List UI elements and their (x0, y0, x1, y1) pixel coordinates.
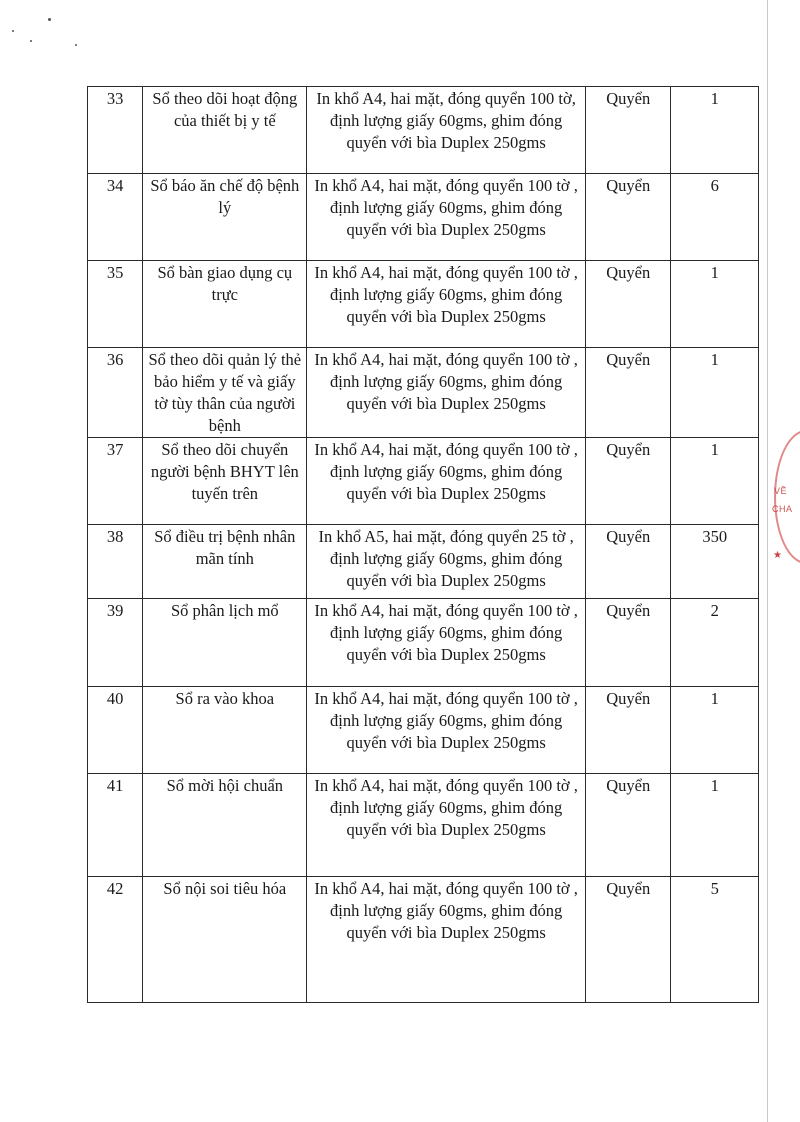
table-row (88, 174, 759, 261)
item-name-text: Sổ báo ăn chế độ bệnh lý (150, 176, 300, 217)
item-name-text: Sổ theo dõi chuyển người bệnh BHYT lên tuyến trên (150, 440, 299, 503)
item-unit: Quyển (585, 348, 671, 438)
item-spec (307, 525, 586, 599)
item-spec-text: In khổ A4, hai mặt, đóng quyển 100 tờ , định lượng giấy 60gms, ghim đóng quyển với bìa Duplex 250gms (314, 176, 578, 239)
item-spec (307, 261, 586, 348)
seal-ring (774, 430, 800, 564)
item-spec (307, 174, 586, 261)
item-unit: Quyển (585, 174, 671, 261)
item-name (143, 525, 307, 599)
seal-text-2: CHA (772, 504, 793, 514)
row-number: 35 (88, 261, 143, 348)
table-row (88, 261, 759, 348)
scan-speck (30, 40, 32, 42)
item-quantity: 1 (671, 687, 759, 774)
item-spec (307, 774, 586, 877)
item-unit: Quyển (585, 525, 671, 599)
item-unit: Quyển (585, 687, 671, 774)
item-spec-text: In khổ A4, hai mặt, đóng quyển 100 tờ , định lượng giấy 60gms, ghim đóng quyển với bìa Duplex 250gms (314, 350, 578, 413)
item-name-text: Sổ mời hội chuẩn (166, 776, 284, 795)
row-number: 37 (88, 438, 143, 525)
item-unit: Quyển (585, 599, 671, 687)
table-row (88, 87, 759, 174)
table-row (88, 877, 759, 1003)
item-name (143, 87, 307, 174)
item-spec-text: In khổ A4, hai mặt, đóng quyển 100 tờ , định lượng giấy 60gms, ghim đóng quyển với bìa Duplex 250gms (314, 440, 578, 503)
item-name (143, 438, 307, 525)
item-quantity: 1 (671, 438, 759, 525)
item-unit: Quyển (585, 877, 671, 1003)
item-spec-text: In khổ A4, hai mặt, đóng quyển 100 tờ , định lượng giấy 60gms, ghim đóng quyển với bìa Duplex 250gms (314, 879, 578, 942)
item-quantity: 1 (671, 261, 759, 348)
item-unit: Quyển (585, 774, 671, 877)
item-name-text: Sổ phân lịch mổ (170, 601, 279, 620)
item-spec (307, 877, 586, 1003)
item-spec (307, 348, 586, 438)
item-spec-text: In khổ A4, hai mặt, đóng quyển 100 tờ , định lượng giấy 60gms, ghim đóng quyển với bìa Duplex 250gms (314, 601, 578, 664)
table-row (88, 774, 759, 877)
item-unit: Quyển (585, 438, 671, 525)
table-row (88, 599, 759, 687)
item-spec-text: In khổ A5, hai mặt, đóng quyển 25 tờ , định lượng giấy 60gms, ghim đóng quyển với bìa Duplex 250gms (318, 527, 574, 590)
item-spec (307, 438, 586, 525)
item-name (143, 174, 307, 261)
row-number: 33 (88, 87, 143, 174)
item-quantity: 6 (671, 174, 759, 261)
scan-speck (75, 44, 77, 46)
item-name (143, 687, 307, 774)
table-row (88, 687, 759, 774)
item-quantity: 1 (671, 87, 759, 174)
item-name-text: Sổ theo dõi quản lý thẻ bảo hiểm y tế và giấy tờ tùy thân của người bệnh (148, 350, 302, 435)
table-row (88, 525, 759, 599)
item-spec (307, 687, 586, 774)
item-unit: Quyển (585, 87, 671, 174)
item-spec (307, 87, 586, 174)
supply-table (87, 86, 759, 1003)
row-number: 36 (88, 348, 143, 438)
item-name-text: Sổ nội soi tiêu hóa (163, 879, 287, 898)
item-name (143, 774, 307, 877)
item-name (143, 261, 307, 348)
item-spec-text: In khổ A4, hai mặt, đóng quyển 100 tờ , định lượng giấy 60gms, ghim đóng quyển với bìa Duplex 250gms (314, 776, 578, 839)
item-name (143, 877, 307, 1003)
table-row (88, 348, 759, 438)
row-number: 38 (88, 525, 143, 599)
item-spec-text: In khổ A4, hai mặt, đóng quyển 100 tờ , định lượng giấy 60gms, ghim đóng quyển với bìa Duplex 250gms (314, 689, 578, 752)
item-quantity: 1 (671, 774, 759, 877)
item-name (143, 348, 307, 438)
item-spec-text: In khổ A4, hai mặt, đóng quyển 100 tờ, định lượng giấy 60gms, ghim đóng quyển với bìa Duplex 250gms (316, 89, 576, 152)
item-unit: Quyển (585, 261, 671, 348)
item-spec (307, 599, 586, 687)
item-spec-text: In khổ A4, hai mặt, đóng quyển 100 tờ , định lượng giấy 60gms, ghim đóng quyển với bìa Duplex 250gms (314, 263, 578, 326)
item-quantity: 1 (671, 348, 759, 438)
seal-star-icon: ★ (773, 550, 782, 561)
item-quantity: 5 (671, 877, 759, 1003)
row-number: 41 (88, 774, 143, 877)
item-name-text: Sổ theo dõi hoạt động của thiết bị y tế (152, 89, 298, 130)
row-number: 34 (88, 174, 143, 261)
item-name-text: Sổ bàn giao dụng cụ trực (157, 263, 293, 304)
item-name-text: Sổ ra vào khoa (175, 689, 275, 708)
item-quantity: 350 (671, 525, 759, 599)
scan-speck (48, 18, 51, 21)
item-quantity: 2 (671, 599, 759, 687)
scan-speck (12, 30, 14, 32)
item-name (143, 599, 307, 687)
red-seal-stamp (770, 430, 800, 580)
page-edge-shadow (767, 0, 768, 1122)
row-number: 40 (88, 687, 143, 774)
item-name-text: Sổ điều trị bệnh nhân mãn tính (154, 527, 296, 568)
seal-text-1: VỀ (774, 486, 788, 496)
row-number: 42 (88, 877, 143, 1003)
table-row (88, 438, 759, 525)
row-number: 39 (88, 599, 143, 687)
